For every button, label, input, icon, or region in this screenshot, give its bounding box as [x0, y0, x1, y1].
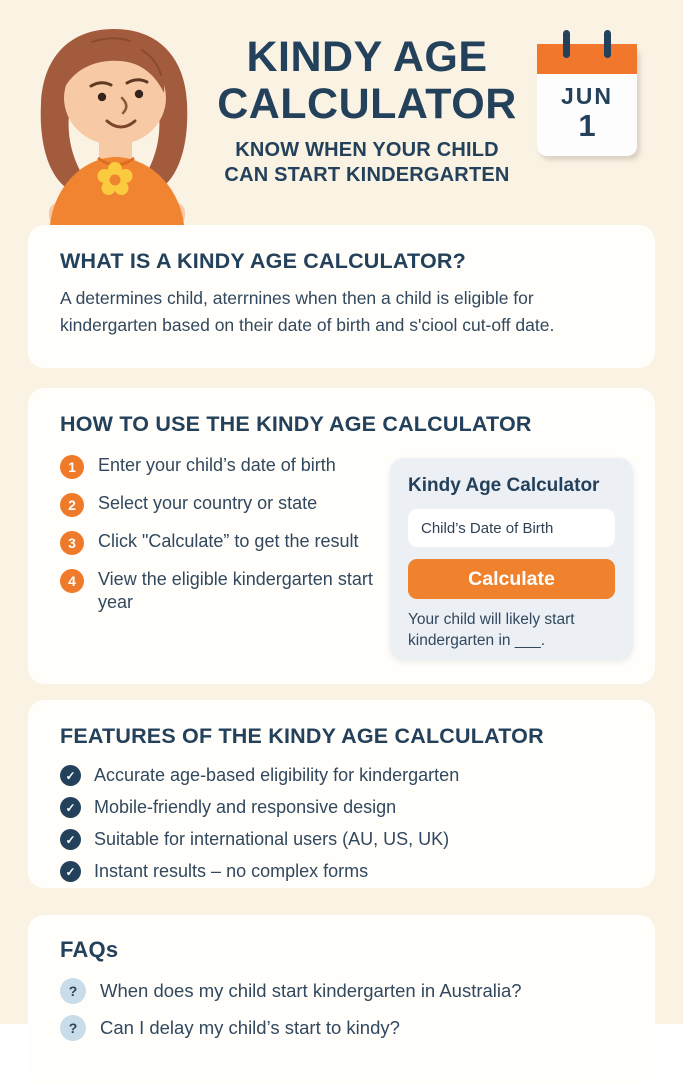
step-number-badge: 2 [60, 493, 84, 517]
page-title-line1: KINDY AGE [246, 33, 488, 81]
step-item-3 [60, 530, 400, 555]
header-title-block [212, 34, 522, 189]
page-title [212, 34, 522, 129]
calculator-widget [390, 458, 633, 660]
step-number-badge: 1 [60, 455, 84, 479]
date-of-birth-input[interactable] [408, 509, 615, 547]
step-text: Click "Calculate” to get the result [98, 531, 359, 551]
section-how-to-title: HOW TO USE THE KINDY AGE CALCULATOR [60, 412, 532, 436]
feature-text: Suitable for international users (AU, US, UK) [94, 829, 450, 849]
step-text: View the eligible kindergarten start year [98, 569, 373, 613]
section-what-is [28, 225, 655, 368]
section-faqs [28, 915, 655, 1085]
faq-text: Can I delay my child’s start to kindy? [100, 1017, 400, 1038]
check-icon: ✓ [60, 861, 81, 882]
feature-item [60, 797, 623, 818]
calculator-result-text: Your child will likely start kindergarten in ___. [408, 611, 575, 649]
section-what-is-body: A determines child, aterrnines when then a child is eligible for kindergarten based on their date of birth and s'ciool cut-off date. [60, 288, 555, 336]
faq-text: When does my child start kindergarten in Australia? [100, 980, 522, 1001]
page-subtitle [212, 138, 522, 189]
feature-item [60, 829, 623, 850]
features-list [60, 765, 623, 882]
feature-text: Instant results – no complex forms [94, 861, 369, 881]
step-item-2 [60, 492, 400, 517]
page-subtitle-line2: CAN START KINDERGARTEN [224, 164, 510, 187]
step-number-badge: 3 [60, 531, 84, 555]
calculator-widget-title: Kindy Age Calculator [408, 475, 600, 496]
section-what-is-title: WHAT IS A KINDY AGE CALCULATOR? [60, 249, 466, 273]
section-features [28, 700, 655, 888]
calculate-button[interactable]: Calculate [408, 559, 615, 599]
check-icon: ✓ [60, 797, 81, 818]
faq-list [60, 978, 623, 1041]
faq-item [60, 1015, 623, 1041]
calendar-icon [537, 30, 637, 158]
page-title-line2: CALCULATOR [217, 80, 517, 129]
check-icon: ✓ [60, 829, 81, 850]
section-how-to [28, 388, 655, 684]
calendar-peg-left [563, 30, 570, 58]
step-item-4 [60, 568, 400, 615]
feature-text: Mobile-friendly and responsive design [94, 797, 397, 817]
step-text: Select your country or state [98, 493, 318, 513]
step-text: Enter your child’s date of birth [98, 455, 336, 475]
question-mark-icon: ? [60, 978, 86, 1004]
question-mark-icon: ? [60, 1015, 86, 1041]
section-features-title: FEATURES OF THE KINDY AGE CALCULATOR [60, 724, 544, 748]
feature-item [60, 765, 623, 786]
feature-text: Accurate age-based eligibility for kindergarten [94, 765, 460, 785]
page-subtitle-line1: KNOW WHEN YOUR CHILD [235, 138, 499, 161]
faq-item [60, 978, 623, 1004]
step-item-1 [60, 454, 400, 479]
check-icon: ✓ [60, 765, 81, 786]
calendar-header-bar [537, 44, 637, 74]
feature-item [60, 861, 623, 882]
girl-illustration [22, 25, 222, 225]
calendar-month: JUN [560, 83, 613, 109]
calendar-day: 1 [578, 108, 596, 143]
step-number-badge: 4 [60, 569, 84, 593]
section-faqs-title: FAQs [60, 937, 119, 962]
calendar-body [537, 44, 637, 156]
calendar-peg-right [604, 30, 611, 58]
